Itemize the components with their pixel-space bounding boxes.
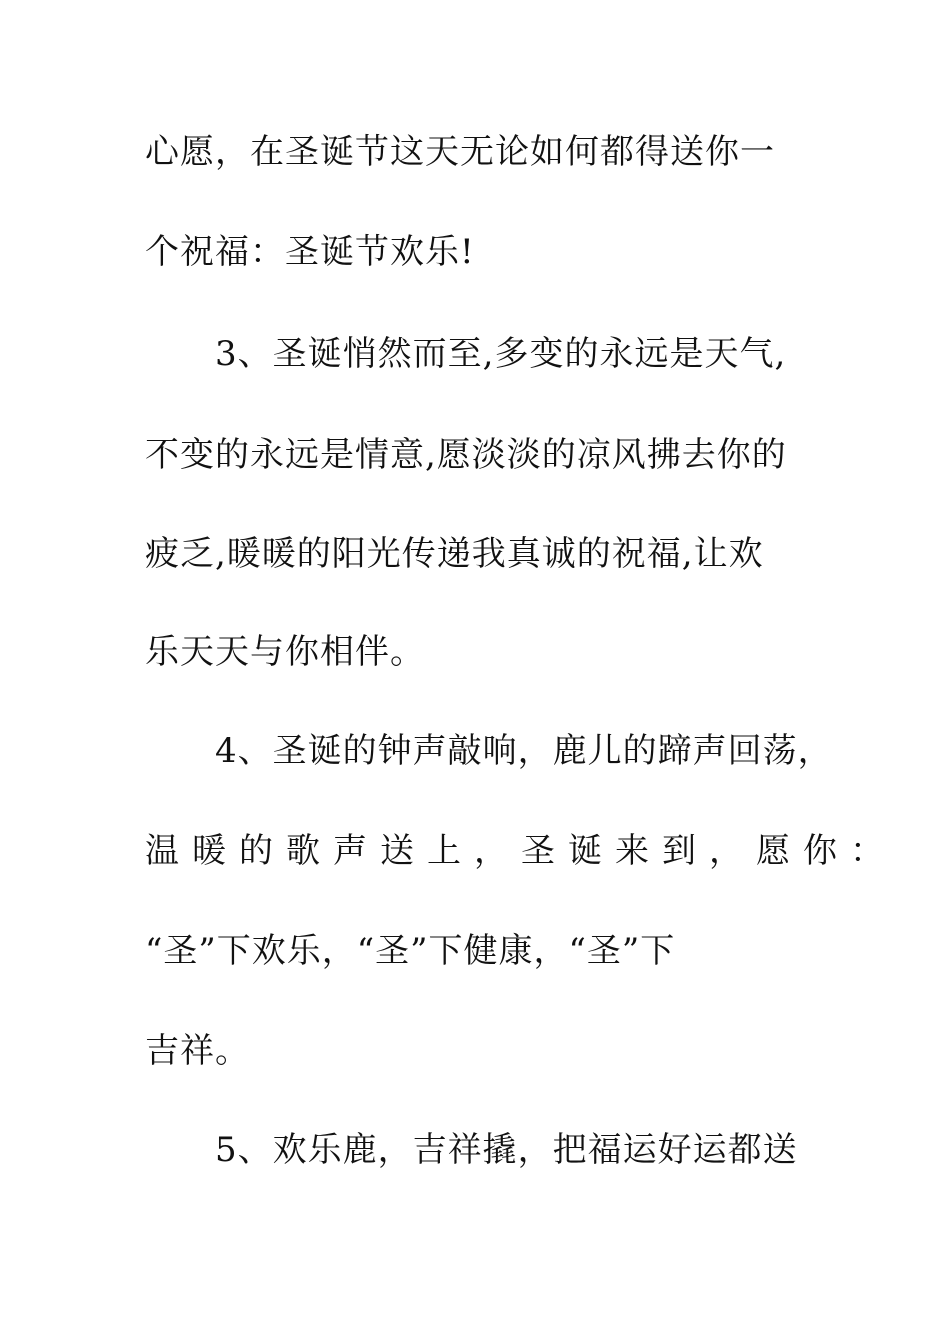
text-line: 4、圣诞的钟声敲响，鹿儿的蹄声回荡， (215, 731, 833, 771)
text-line: “圣”下欢乐，“圣”下健康，“圣”下 (145, 931, 676, 971)
text-line: 不变的永远是情意,愿淡淡的凉风拂去你的 (145, 435, 787, 475)
text-line: 乐天天与你相伴。 (145, 632, 425, 672)
text-line: 吉祥。 (145, 1031, 250, 1071)
text-line: 疲乏,暖暖的阳光传递我真诚的祝福,让欢 (145, 534, 764, 574)
text-line: 心愿，在圣诞节这天无论如何都得送你一 (145, 132, 775, 172)
text-line: 个祝福：圣诞节欢乐! (145, 232, 475, 272)
text-line: 3、圣诞悄然而至,多变的永远是天气, (215, 334, 787, 374)
text-line: 5、欢乐鹿，吉祥撬，把福运好运都送 (215, 1130, 798, 1170)
text-line: 温暖的歌声送上，圣诞来到，愿你： (145, 831, 897, 871)
